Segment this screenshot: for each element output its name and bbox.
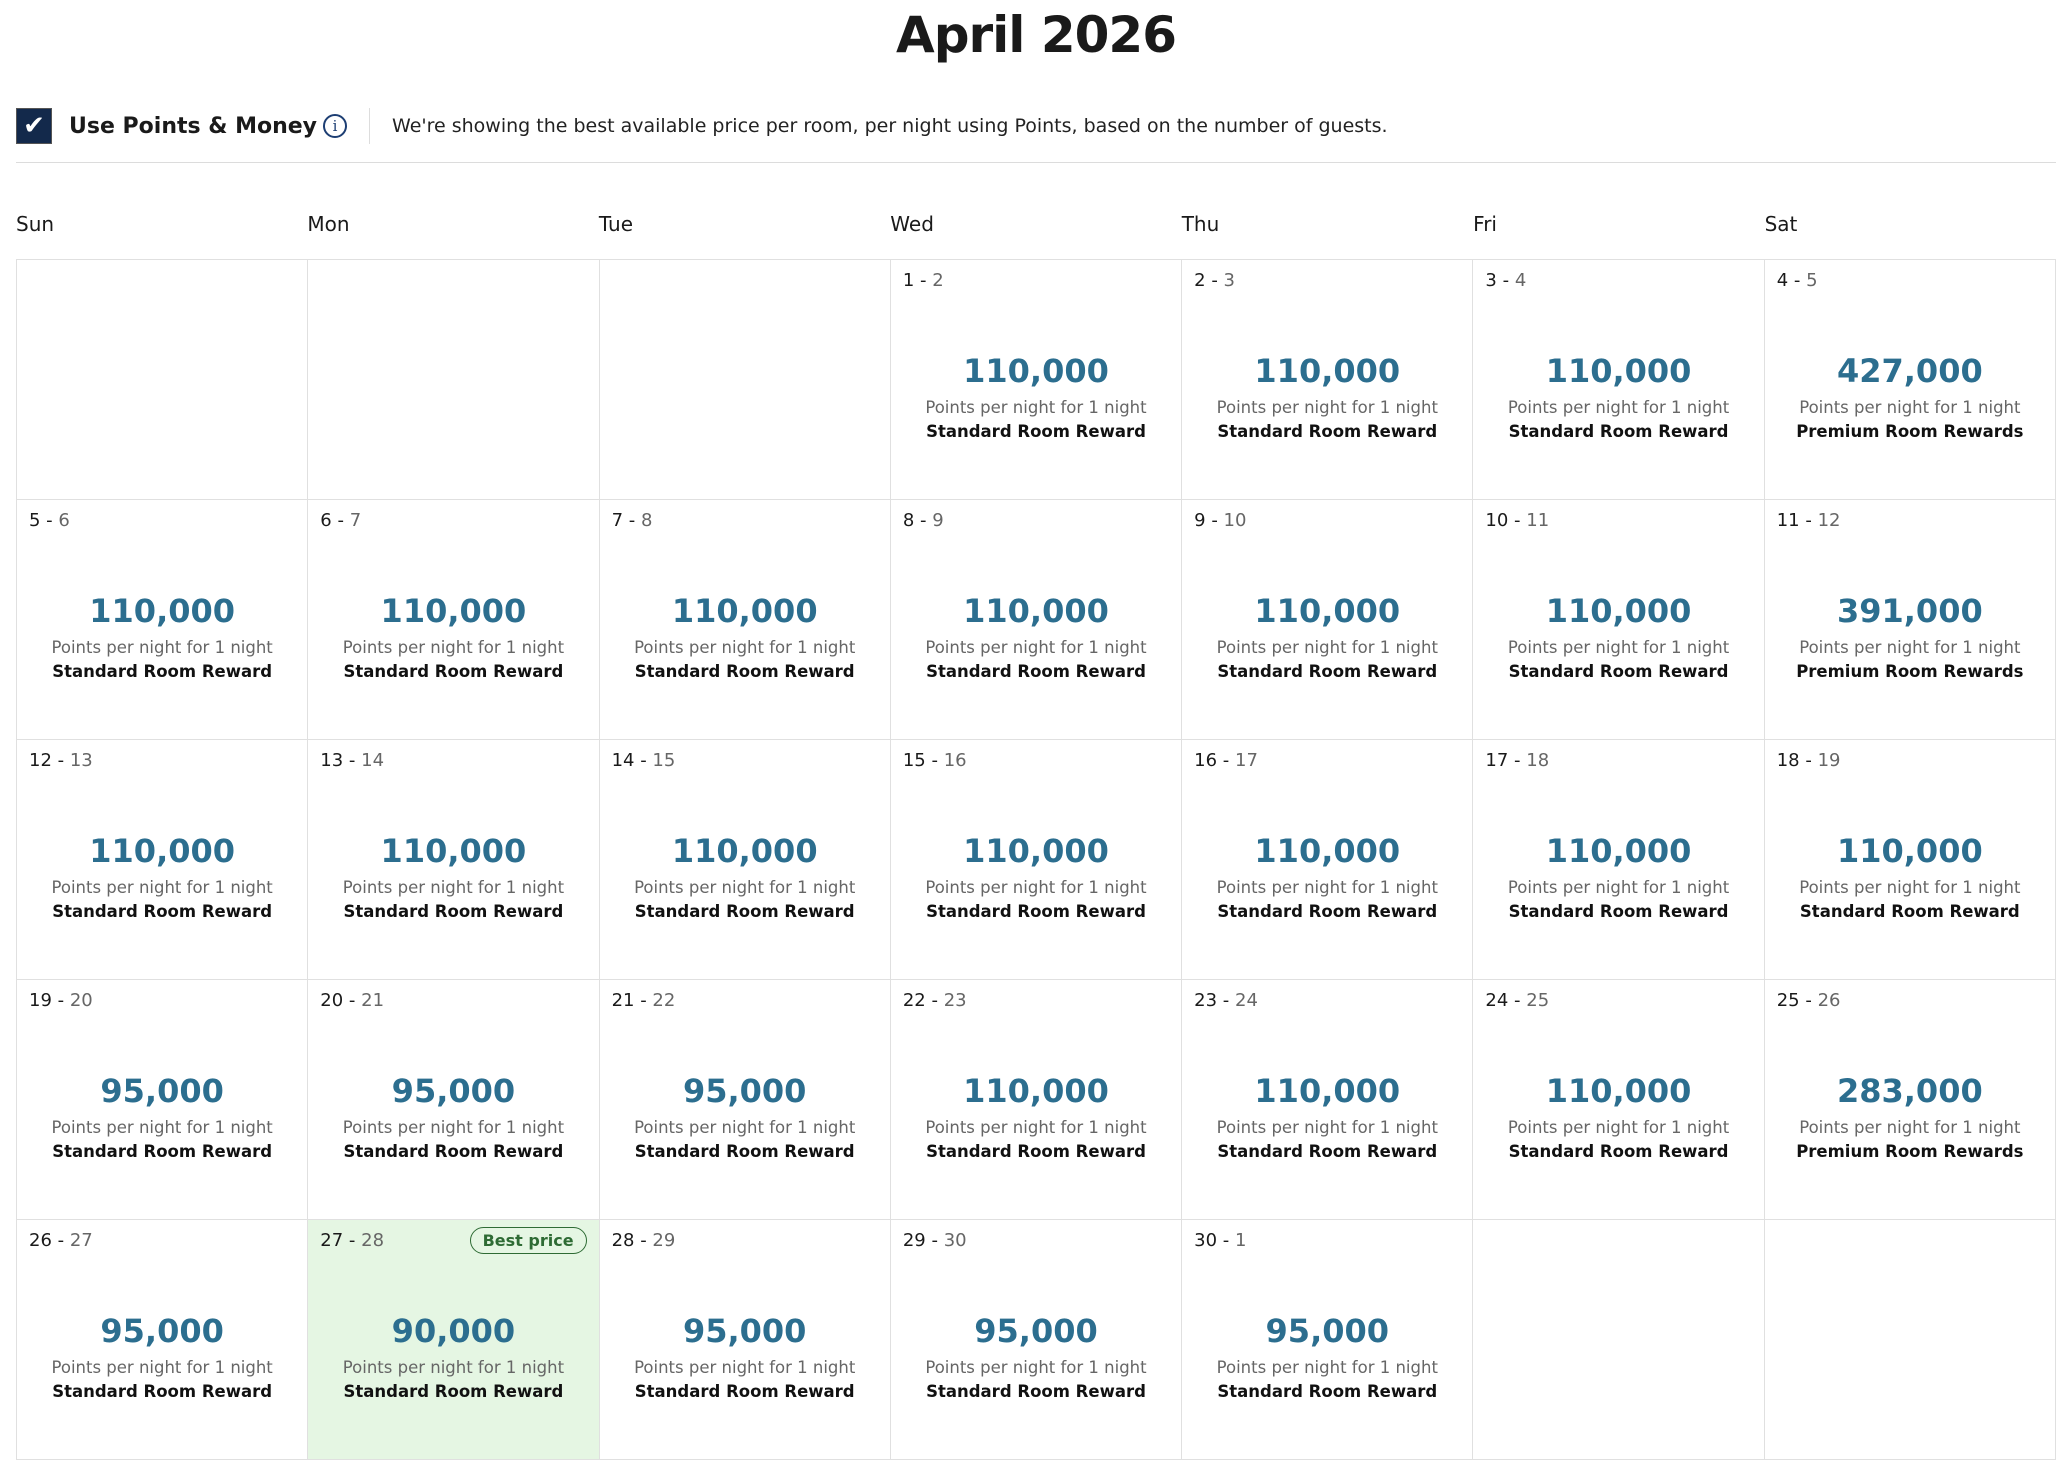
points-per-night-label: Points per night for 1 night: [634, 1118, 856, 1137]
calendar-day-10[interactable]: [1473, 500, 1764, 740]
points-per-night-label: Points per night for 1 night: [1216, 638, 1438, 657]
points-per-night-label: Points per night for 1 night: [51, 1358, 273, 1377]
points-price: 110,000: [963, 592, 1109, 630]
date-range: 4 - 5: [1776, 270, 1818, 291]
check-in-date: 9: [1194, 510, 1206, 531]
reward-type: Standard Room Reward: [926, 662, 1146, 681]
calendar-grid: [16, 259, 2056, 1460]
check-in-date: 5: [29, 510, 41, 531]
reward-type: Standard Room Reward: [1508, 902, 1729, 921]
points-money-toggle-row: [16, 108, 1388, 144]
check-out-date: 21: [361, 990, 385, 1011]
check-in-date: 4: [1776, 270, 1789, 291]
reward-type: Standard Room Reward: [926, 1142, 1146, 1161]
check-in-date: 19: [29, 990, 52, 1011]
points-per-night-label: Points per night for 1 night: [1216, 1118, 1438, 1137]
weekday-header: [16, 212, 2056, 236]
points-price: 110,000: [380, 832, 527, 870]
date-range: 27 - 28: [320, 1230, 385, 1251]
reward-type: Standard Room Reward: [1217, 662, 1438, 681]
date-range: 5 - 6: [29, 510, 70, 531]
points-per-night-label: Points per night for 1 night: [634, 638, 856, 657]
calendar-day-29[interactable]: [891, 1220, 1182, 1460]
points-price: 95,000: [682, 1072, 807, 1110]
check-in-date: 23: [1194, 990, 1218, 1011]
date-range: 7 - 8: [611, 510, 653, 531]
check-in-date: 17: [1485, 750, 1509, 771]
check-out-date: 13: [69, 750, 93, 771]
points-per-night-label: Points per night for 1 night: [1216, 1358, 1438, 1377]
calendar-day-2[interactable]: [1182, 260, 1473, 500]
points-per-night-label: Points per night for 1 night: [1799, 1118, 2021, 1137]
points-price: 110,000: [1545, 832, 1692, 870]
calendar-day-11[interactable]: [1765, 500, 2056, 740]
check-out-date: 30: [943, 1230, 967, 1251]
reward-type: Premium Room Rewards: [1796, 662, 2024, 681]
check-out-date: 10: [1223, 510, 1247, 531]
date-range: 11 - 12: [1776, 510, 1841, 531]
date-range: 1 - 2: [902, 270, 944, 291]
check-out-date: 15: [652, 750, 676, 771]
calendar-day-14[interactable]: [600, 740, 891, 980]
reward-type: Standard Room Reward: [1508, 422, 1729, 441]
date-range: 6 - 7: [320, 510, 362, 531]
use-points-money-label[interactable]: Use Points & Money: [69, 113, 318, 139]
points-price: 110,000: [963, 832, 1109, 870]
check-out-date: 25: [1526, 990, 1550, 1011]
points-per-night-label: Points per night for 1 night: [342, 638, 565, 657]
points-price: 95,000: [682, 1312, 807, 1350]
date-range: 9 - 10: [1194, 510, 1247, 531]
date-range: 2 - 3: [1194, 270, 1235, 291]
points-price: 95,000: [100, 1312, 224, 1350]
points-per-night-label: Points per night for 1 night: [51, 1118, 273, 1137]
points-price: 95,000: [391, 1072, 516, 1110]
calendar-day-1[interactable]: [891, 260, 1182, 500]
date-range: 29 - 30: [902, 1230, 967, 1251]
points-price: 427,000: [1836, 352, 1983, 390]
points-price: 110,000: [1254, 352, 1401, 390]
info-icon[interactable]: i: [323, 114, 347, 138]
check-out-date: 1: [1235, 1230, 1247, 1251]
reward-type: Standard Room Reward: [926, 422, 1146, 441]
calendar-day-16[interactable]: [1182, 740, 1473, 980]
check-in-date: 22: [902, 990, 926, 1011]
reward-type: Standard Room Reward: [52, 662, 273, 681]
reward-type: Standard Room Reward: [343, 1142, 564, 1161]
date-range: 15 - 16: [902, 750, 967, 771]
points-price: 110,000: [963, 1072, 1109, 1110]
date-range: 30 - 1: [1194, 1230, 1247, 1251]
points-per-night-label: Points per night for 1 night: [1216, 878, 1438, 897]
check-in-date: 21: [611, 990, 635, 1011]
reward-type: Standard Room Reward: [52, 1382, 273, 1401]
check-in-date: 7: [611, 510, 624, 531]
calendar-day-6[interactable]: [308, 500, 599, 740]
weekday-fri: Fri: [1473, 212, 1497, 236]
date-range: 3 - 4: [1485, 270, 1527, 291]
points-per-night-label: Points per night for 1 night: [925, 1118, 1147, 1137]
check-out-date: 29: [652, 1230, 676, 1251]
calendar-day-25[interactable]: [1765, 980, 2056, 1220]
check-in-date: 12: [29, 750, 52, 771]
check-out-date: 2: [932, 270, 944, 291]
points-per-night-label: Points per night for 1 night: [342, 878, 565, 897]
check-in-date: 10: [1485, 510, 1509, 531]
points-per-night-label: Points per night for 1 night: [925, 1358, 1147, 1377]
check-out-date: 24: [1235, 990, 1258, 1011]
reward-type: Standard Room Reward: [1508, 662, 1729, 681]
reward-type: Standard Room Reward: [1217, 422, 1438, 441]
check-out-date: 6: [58, 510, 70, 531]
check-in-date: 13: [320, 750, 344, 771]
date-range: 22 - 23: [902, 990, 967, 1011]
check-out-date: 27: [69, 1230, 93, 1251]
date-range: 17 - 18: [1485, 750, 1550, 771]
points-per-night-label: Points per night for 1 night: [51, 638, 273, 657]
check-out-date: 9: [932, 510, 944, 531]
check-out-date: 11: [1526, 510, 1550, 531]
weekday-mon: Mon: [307, 212, 350, 236]
date-range: 24 - 25: [1485, 990, 1550, 1011]
reward-type: Standard Room Reward: [343, 902, 564, 921]
reward-type: Standard Room Reward: [1217, 902, 1438, 921]
reward-type: Premium Room Rewards: [1796, 422, 2024, 441]
reward-type: Standard Room Reward: [634, 662, 855, 681]
reward-type: Standard Room Reward: [1217, 1142, 1438, 1161]
check-in-date: 6: [320, 510, 332, 531]
calendar-day-8[interactable]: [891, 500, 1182, 740]
points-per-night-label: Points per night for 1 night: [51, 878, 273, 897]
reward-type: Standard Room Reward: [52, 1142, 273, 1161]
empty-cell: [308, 260, 599, 500]
date-range: 14 - 15: [611, 750, 676, 771]
calendar-day-20[interactable]: [308, 980, 599, 1220]
points-price: 391,000: [1836, 592, 1983, 630]
check-in-date: 25: [1776, 990, 1800, 1011]
check-in-date: 26: [29, 1230, 52, 1251]
points-per-night-label: Points per night for 1 night: [1507, 638, 1730, 657]
page-title: April 2026: [896, 6, 1176, 64]
check-out-date: 22: [652, 990, 676, 1011]
calendar-day-12[interactable]: [17, 740, 308, 980]
points-price: 110,000: [1545, 1072, 1692, 1110]
reward-type: Standard Room Reward: [634, 1382, 855, 1401]
check-in-date: 15: [902, 750, 926, 771]
calendar-day-5[interactable]: [17, 500, 308, 740]
date-range: 21 - 22: [611, 990, 676, 1011]
reward-type: Standard Room Reward: [1217, 1382, 1438, 1401]
divider: [16, 162, 2056, 163]
weekday-wed: Wed: [890, 212, 934, 236]
empty-cell: [1473, 1220, 1764, 1460]
calendar-day-13[interactable]: [308, 740, 599, 980]
check-out-date: 14: [361, 750, 385, 771]
check-in-date: 16: [1194, 750, 1218, 771]
calendar-day-27[interactable]: [308, 1220, 599, 1460]
points-per-night-label: Points per night for 1 night: [1507, 398, 1730, 417]
reward-type: Standard Room Reward: [52, 902, 273, 921]
points-per-night-label: Points per night for 1 night: [1507, 878, 1730, 897]
use-points-money-checkbox[interactable]: [16, 108, 52, 144]
best-price-badge: Best price: [470, 1227, 587, 1254]
date-range: 23 - 24: [1194, 990, 1258, 1011]
check-out-date: 28: [361, 1230, 385, 1251]
date-range: 28 - 29: [611, 1230, 676, 1251]
reward-type: Standard Room Reward: [1799, 902, 2020, 921]
date-range: 25 - 26: [1776, 990, 1841, 1011]
points-per-night-label: Points per night for 1 night: [1216, 398, 1438, 417]
check-out-date: 23: [943, 990, 967, 1011]
calendar-day-30[interactable]: [1182, 1220, 1473, 1460]
points-price: 95,000: [100, 1072, 224, 1110]
calendar-day-24[interactable]: [1473, 980, 1764, 1220]
points-price: 90,000: [391, 1312, 516, 1350]
points-price: 110,000: [1836, 832, 1983, 870]
points-per-night-label: Points per night for 1 night: [1799, 398, 2021, 417]
calendar-day-7[interactable]: [600, 500, 891, 740]
calendar-day-18[interactable]: [1765, 740, 2056, 980]
check-out-date: 5: [1806, 270, 1818, 291]
check-in-date: 24: [1485, 990, 1509, 1011]
points-per-night-label: Points per night for 1 night: [342, 1358, 565, 1377]
check-out-date: 7: [349, 510, 362, 531]
points-price: 110,000: [89, 592, 236, 630]
points-price: 110,000: [380, 592, 527, 630]
check-out-date: 19: [1817, 750, 1841, 771]
points-per-night-label: Points per night for 1 night: [1507, 1118, 1730, 1137]
check-in-date: 28: [611, 1230, 635, 1251]
points-per-night-label: Points per night for 1 night: [925, 878, 1147, 897]
check-out-date: 17: [1235, 750, 1258, 771]
reward-type: Standard Room Reward: [634, 902, 855, 921]
points-per-night-label: Points per night for 1 night: [342, 1118, 565, 1137]
check-out-date: 12: [1817, 510, 1841, 531]
check-in-date: 1: [902, 270, 915, 291]
points-price: 110,000: [1545, 592, 1692, 630]
check-out-date: 8: [640, 510, 653, 531]
date-range: 13 - 14: [320, 750, 385, 771]
empty-cell: [600, 260, 891, 500]
reward-type: Standard Room Reward: [343, 662, 564, 681]
points-per-night-label: Points per night for 1 night: [1799, 878, 2021, 897]
reward-type: Standard Room Reward: [343, 1382, 564, 1401]
points-price: 110,000: [1545, 352, 1692, 390]
calendar-day-15[interactable]: [891, 740, 1182, 980]
check-in-date: 29: [902, 1230, 926, 1251]
check-in-date: 11: [1776, 510, 1800, 531]
check-out-date: 16: [943, 750, 967, 771]
check-out-date: 26: [1817, 990, 1841, 1011]
calendar-day-21[interactable]: [600, 980, 891, 1220]
points-per-night-label: Points per night for 1 night: [1799, 638, 2021, 657]
points-per-night-label: Points per night for 1 night: [925, 398, 1147, 417]
check-out-date: 3: [1223, 270, 1235, 291]
date-range: 18 - 19: [1776, 750, 1841, 771]
check-out-date: 20: [69, 990, 93, 1011]
check-in-date: 8: [902, 510, 915, 531]
date-range: 26 - 27: [29, 1230, 93, 1251]
points-price: 95,000: [1265, 1312, 1390, 1350]
points-price: 110,000: [1254, 592, 1401, 630]
points-price: 110,000: [1254, 832, 1401, 870]
check-in-date: 14: [611, 750, 635, 771]
empty-cell: [1765, 1220, 2056, 1460]
reward-type: Standard Room Reward: [926, 902, 1146, 921]
check-in-date: 3: [1485, 270, 1497, 291]
weekday-thu: Thu: [1181, 212, 1220, 236]
points-price: 95,000: [974, 1312, 1098, 1350]
divider: [369, 108, 370, 144]
calendar-day-28[interactable]: [600, 1220, 891, 1460]
date-range: 10 - 11: [1485, 510, 1550, 531]
check-in-date: 18: [1776, 750, 1800, 771]
check-in-date: 20: [320, 990, 344, 1011]
checkmark-icon: ✔: [23, 111, 45, 141]
weekday-sat: Sat: [1764, 212, 1798, 236]
calendar-day-26[interactable]: [17, 1220, 308, 1460]
points-per-night-label: Points per night for 1 night: [634, 1358, 856, 1377]
check-out-date: 18: [1526, 750, 1550, 771]
points-price: 110,000: [1254, 1072, 1401, 1110]
date-range: 20 - 21: [320, 990, 385, 1011]
calendar-day-9[interactable]: [1182, 500, 1473, 740]
points-per-night-label: Points per night for 1 night: [634, 878, 856, 897]
calendar-day-22[interactable]: [891, 980, 1182, 1220]
weekday-tue: Tue: [598, 212, 634, 236]
reward-type: Standard Room Reward: [634, 1142, 855, 1161]
calendar-day-4[interactable]: [1765, 260, 2056, 500]
reward-type: Standard Room Reward: [1508, 1142, 1729, 1161]
calendar-day-23[interactable]: [1182, 980, 1473, 1220]
reward-type: Standard Room Reward: [926, 1382, 1146, 1401]
points-price: 110,000: [89, 832, 236, 870]
check-in-date: 2: [1194, 270, 1206, 291]
date-range: 19 - 20: [29, 990, 93, 1011]
weekday-sun: Sun: [16, 212, 55, 236]
points-price: 110,000: [671, 592, 818, 630]
points-price: 283,000: [1836, 1072, 1983, 1110]
check-in-date: 27: [320, 1230, 344, 1251]
date-range: 16 - 17: [1194, 750, 1258, 771]
check-in-date: 30: [1194, 1230, 1218, 1251]
calendar-day-17[interactable]: [1473, 740, 1764, 980]
date-range: 12 - 13: [29, 750, 93, 771]
calendar-day-3[interactable]: [1473, 260, 1764, 500]
points-per-night-label: Points per night for 1 night: [925, 638, 1147, 657]
check-out-date: 4: [1514, 270, 1527, 291]
points-price: 110,000: [671, 832, 818, 870]
calendar-day-19[interactable]: [17, 980, 308, 1220]
date-range: 8 - 9: [902, 510, 944, 531]
points-price: 110,000: [963, 352, 1109, 390]
empty-cell: [17, 260, 308, 500]
reward-type: Premium Room Rewards: [1796, 1142, 2024, 1161]
pricing-description: We're showing the best available price per room, per night using Points, based on the number of guests.: [392, 115, 1388, 137]
